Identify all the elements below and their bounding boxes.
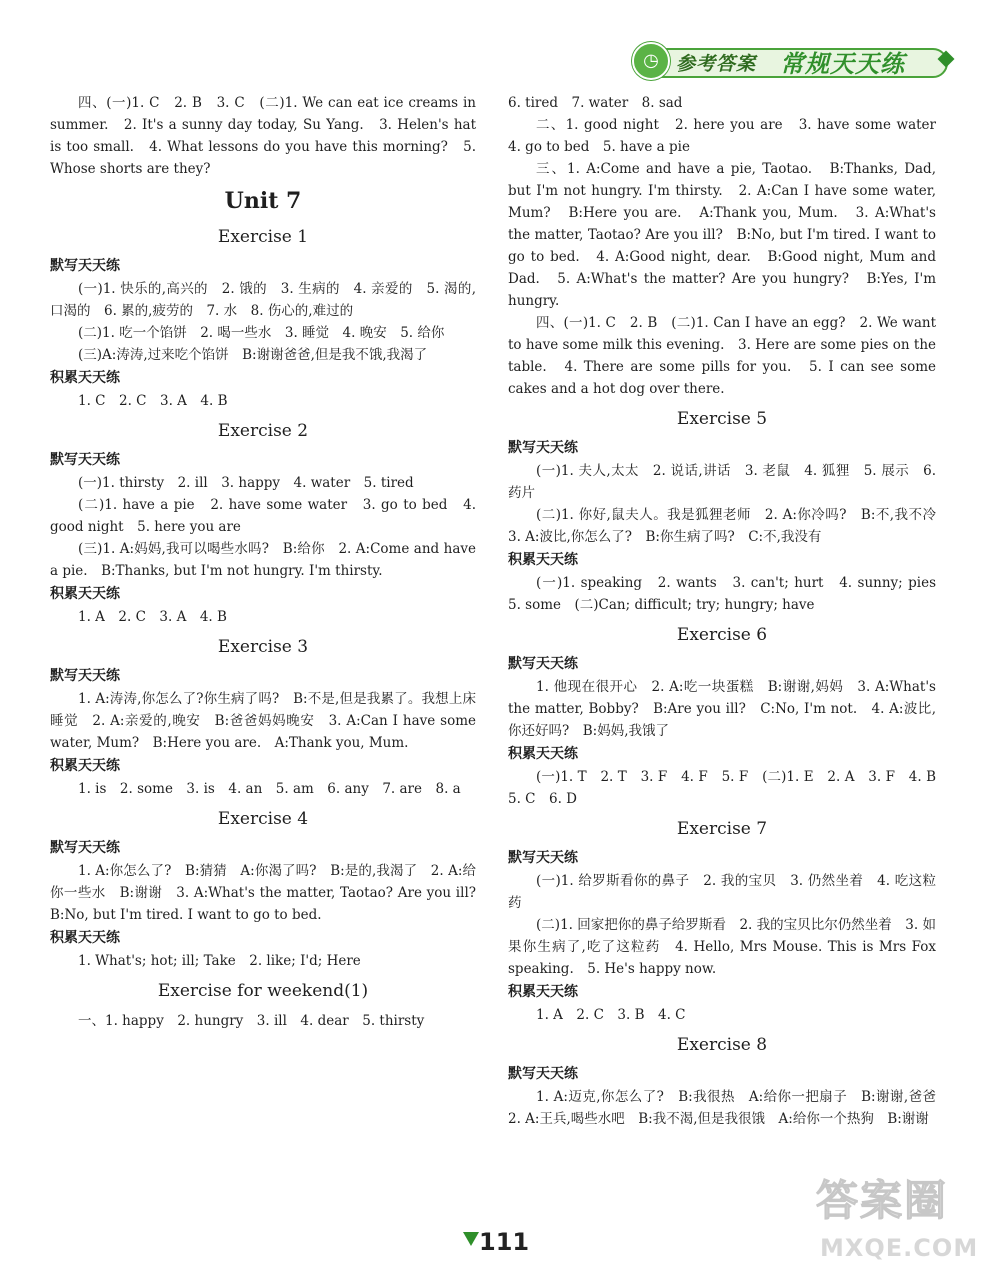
- answer-paragraph: (二)1. have a pie 2. have some water 3. go to bed 4. good night 5. here you are: [50, 497, 476, 535]
- arrow-down-icon: [463, 1232, 479, 1246]
- answer-paragraph: (一)1. 夫人,太太 2. 说话,讲话 3. 老鼠 4. 狐狸 5. 展示 6. 药片: [508, 463, 936, 501]
- section-label: 默写天天练: [50, 840, 120, 856]
- section-label: 默写天天练: [50, 668, 120, 684]
- answer-paragraph: 一、1. happy 2. hungry 3. ill 4. dear 5. thirsty: [78, 1013, 425, 1029]
- section-label: 积累天天练: [50, 586, 120, 602]
- section-label: 积累天天练: [508, 552, 578, 568]
- section-label: 积累天天练: [508, 746, 578, 762]
- answer-paragraph: 1. A 2. C 3. A 4. B: [78, 609, 227, 625]
- section-label: 默写天天练: [508, 656, 578, 672]
- header-banner: [632, 42, 958, 78]
- watermark: [812, 1164, 988, 1280]
- left-column: [50, 92, 490, 1032]
- answer-paragraph: (二)1. 吃一个馅饼 2. 喝一些水 3. 睡觉 4. 晚安 5. 给你: [78, 325, 445, 341]
- exercise-7-title: Exercise 7: [676, 819, 768, 839]
- clock-icon: ◷: [632, 42, 670, 80]
- exercise-weekend-title: Exercise for weekend(1): [157, 981, 369, 1001]
- answer-paragraph: (二)1. 你好,鼠夫人。我是狐狸老师 2. A:你冷吗? B:不,我不冷 3. A:波比,你怎么了? B:你生病了吗? C:不,我没有: [508, 507, 950, 545]
- exercise-6-title: Exercise 6: [676, 625, 768, 645]
- exercise-4-title: Exercise 4: [217, 809, 309, 829]
- answer-paragraph: 1. C 2. C 3. A 4. B: [78, 393, 228, 409]
- answer-paragraph: (一)1. 给罗斯看你的鼻子 2. 我的宝贝 3. 仍然坐着 4. 吃这粒药: [508, 873, 936, 911]
- answer-paragraph: 1. What's; hot; ill; Take 2. like; I'd; Here: [78, 953, 361, 969]
- section-label: 积累天天练: [50, 758, 120, 774]
- section-label: 默写天天练: [508, 850, 578, 866]
- exercise-2-title: Exercise 2: [217, 421, 309, 441]
- section-label: 积累天天练: [50, 930, 120, 946]
- section-label: 积累天天练: [50, 370, 120, 386]
- section-label: 默写天天练: [508, 440, 578, 456]
- answer-paragraph: 1. A:迈克,你怎么了? B:我很热 A:给你一把扇子 B:谢谢,爸爸 2. A:王兵,喝些水吧 B:我不渴,但是我很饿 A:给你一个热狗 B:谢谢: [508, 1089, 950, 1127]
- right-column: [508, 92, 950, 1130]
- banner-main-label: 常规天天练: [780, 50, 905, 78]
- banner-ref-label: 参考答案: [676, 53, 757, 75]
- exercise-3-title: Exercise 3: [217, 637, 309, 657]
- answer-paragraph: 二、1. good night 2. here you are 3. have some water 4. go to bed 5. have a pie: [508, 117, 950, 155]
- watermark-top: 答案圈: [816, 1176, 949, 1225]
- answer-paragraph: 四、(一)1. C 2. B (二)1. Can I have an egg? 2. We want to have some milk this evening. 3. Here are some pies on the table. 4. There are some pills for you. 5. I can see some cakes and a hot dog over there.: [508, 315, 936, 397]
- answer-paragraph: 1. 他现在很开心 2. A:吃一块蛋糕 B:谢谢,妈妈 3. A:What's the matter, Bobby? B:Are you ill? C:No, I'm not. 4. A:波比,你还好吗? B:妈妈,我饿了: [508, 679, 936, 739]
- answer-paragraph: 1. A:涛涛,你怎么了?你生病了吗? B:不是,但是我累了。我想上床睡觉 2. A:亲爱的,晚安 B:爸爸妈妈晚安 3. A:Can I have some water, Mum? B:Here you are. A:Thank you, Mum.: [50, 691, 476, 751]
- page-number-text: 111: [479, 1228, 530, 1256]
- answer-paragraph: (一)1. 快乐的,高兴的 2. 饿的 3. 生病的 4. 亲爱的 5. 渴的,口渴的 6. 累的,疲劳的 7. 水 8. 伤心的,难过的: [50, 281, 476, 319]
- answer-paragraph: 1. A 2. C 3. B 4. C: [536, 1007, 686, 1023]
- exercise-8-title: Exercise 8: [676, 1035, 768, 1055]
- answer-paragraph: 6. tired 7. water 8. sad: [508, 95, 683, 111]
- section-label: 默写天天练: [50, 258, 120, 274]
- section-label: 默写天天练: [508, 1066, 578, 1082]
- section-label: 积累天天练: [508, 984, 578, 1000]
- unit-title: Unit 7: [224, 188, 302, 214]
- answer-paragraph: 1. is 2. some 3. is 4. an 5. am 6. any 7. are 8. a: [78, 781, 461, 797]
- answer-paragraph: (一)1. speaking 2. wants 3. can't; hurt 4. sunny; pies 5. some (二)Can; difficult; try; hungry; have: [508, 575, 950, 613]
- answer-paragraph: (二)1. 回家把你的鼻子给罗斯看 2. 我的宝贝比尔仍然坐着 3. 如果你生病了,吃了这粒药 4. Hello, Mrs Mouse. This is Mrs Fox speaking. 5. He's happy now.: [508, 917, 936, 977]
- answer-paragraph: (一)1. T 2. T 3. F 4. F 5. F (二)1. E 2. A 3. F 4. B 5. C 6. D: [508, 769, 950, 807]
- answer-paragraph: (三)A:涛涛,过来吃个馅饼 B:谢谢爸爸,但是我不饿,我渴了: [78, 347, 428, 363]
- answer-paragraph: 1. A:你怎么了? B:猜猜 A:你渴了吗? B:是的,我渴了 2. A:给你一些水 B:谢谢 3. A:What's the matter, Taotao? Are you ill? B:No, but I'm tired. I want to go to bed.: [50, 863, 490, 923]
- exercise-5-title: Exercise 5: [676, 409, 768, 429]
- answer-paragraph: 三、1. A:Come and have a pie, Taotao. B:Thanks, Dad, but I'm not hungry. I'm thirsty. 2. A:Can I have some water, Mum? B:Here you are. A:Thank you, Mum. 3. A:What's the matter, Taotao? Are you ill? B:No, but I'm tired. I want to go to bed. 4. A:Good night, dear. B:Good night, Mum and Dad. 5. A:What's the matter? Are you hungry? B:Yes, I'm hungry.: [508, 161, 936, 309]
- watermark-bottom: MXQE.COM: [820, 1234, 979, 1262]
- page-number: [461, 1226, 539, 1262]
- answer-paragraph: (一)1. thirsty 2. ill 3. happy 4. water 5. tired: [78, 475, 414, 491]
- exercise-1-title: Exercise 1: [217, 227, 309, 247]
- intro-answers: 四、(一)1. C 2. B 3. C (二)1. We can eat ice creams in summer. 2. It's a sunny day today, Su Yang. 3. Helen's hat is too small. 4. What lessons do you have this morning? 5. Whose shorts are they?: [50, 95, 476, 177]
- answer-paragraph: (三)1. A:妈妈,我可以喝些水吗? B:给你 2. A:Come and have a pie. B:Thanks, but I'm not hungry. I'm thirsty.: [50, 541, 476, 579]
- section-label: 默写天天练: [50, 452, 120, 468]
